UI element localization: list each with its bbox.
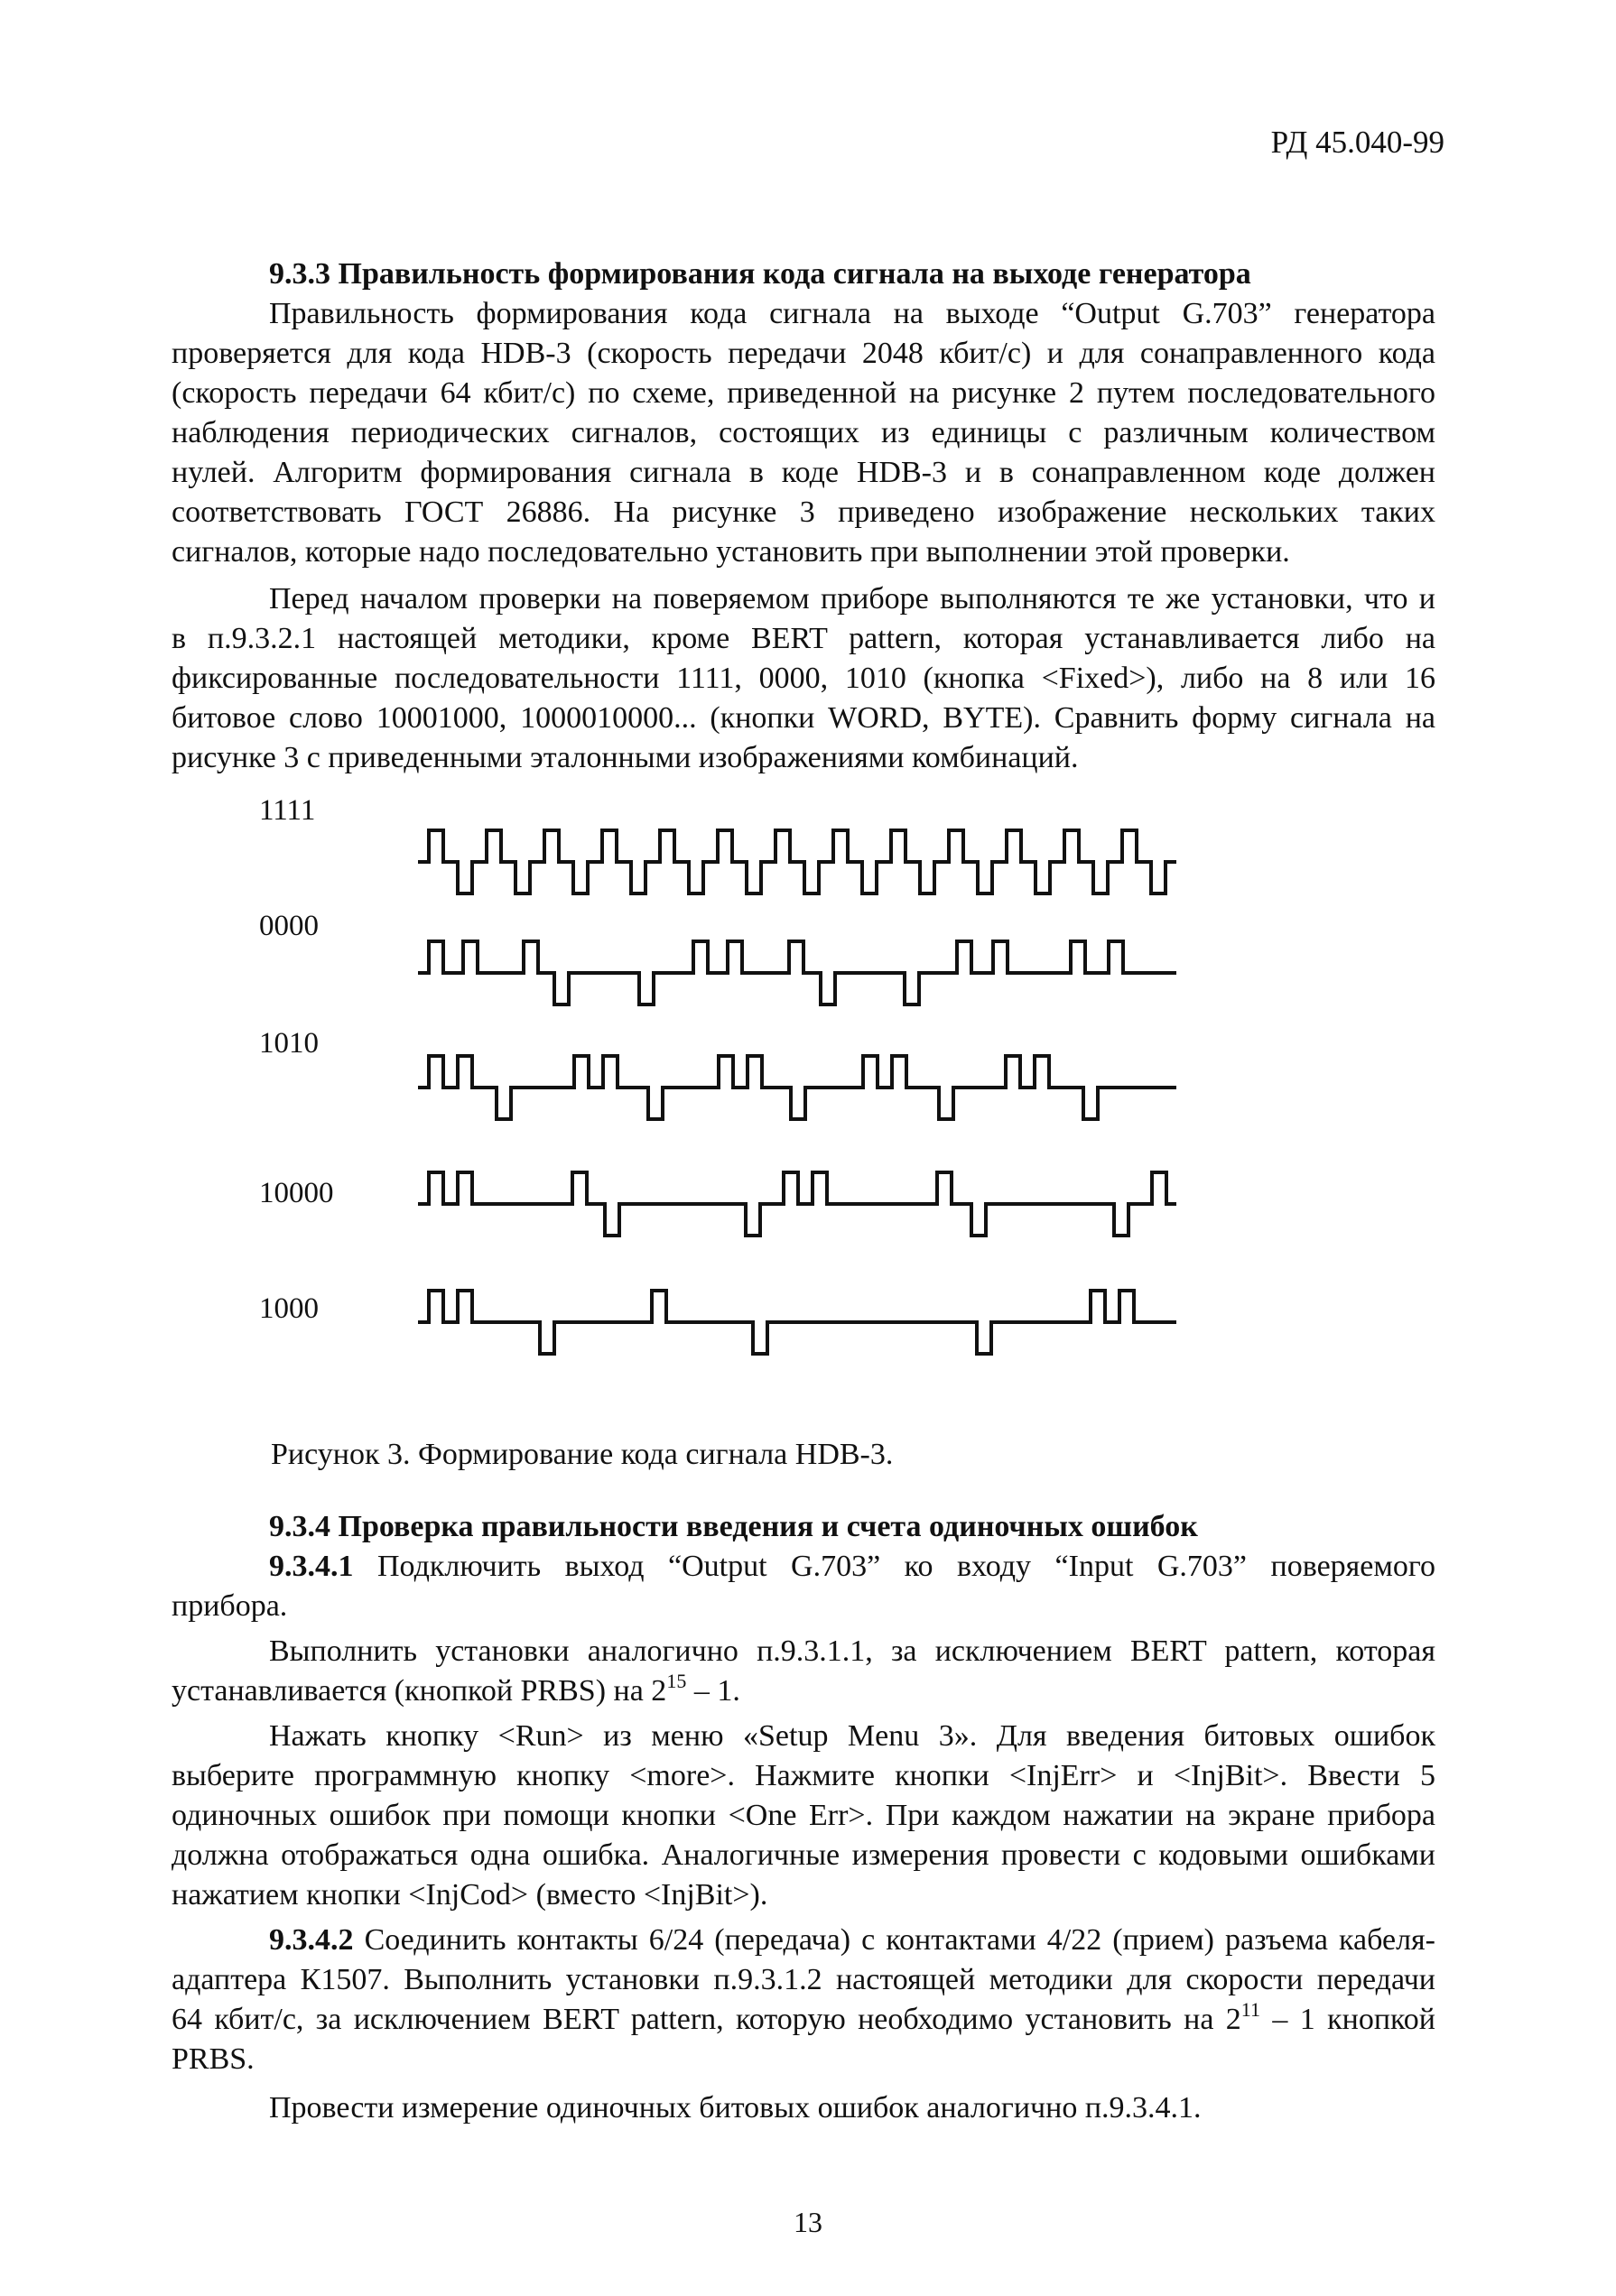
paragraph-line: фиксированные последовательности 1111, 0000, 1010 (кнопка <Fixed>), либо на 8 или 16 bbox=[172, 662, 1435, 695]
paragraph-line: устанавливается (кнопкой PRBS) на $2^{15} - 1$. bbox=[172, 1670, 740, 1708]
paragraph-line: соответствовать ГОСТ 26886. На рисунке 3 приведено изображение нескольких таких bbox=[172, 495, 1435, 529]
paragraph-line: нажатием кнопки <InjCod> (вместо <InjBit>). bbox=[172, 1878, 768, 1912]
signal-label-1000: 1000 bbox=[259, 1292, 319, 1325]
section-9-3-4 bbox=[172, 1507, 1435, 2128]
paragraph-line: битовое слово 10001000, 1000010000... (кнопки WORD, BYTE). Сравнить форму сигнала на bbox=[172, 701, 1435, 735]
waveform-10000 bbox=[418, 1172, 1176, 1236]
paragraph-line: одиночных ошибок при помощи кнопки <One Err>. При каждом нажатии на экране прибора bbox=[172, 1799, 1435, 1832]
paragraph-line: Провести измерение одиночных битовых ошибок аналогично п.9.3.4.1. bbox=[269, 2091, 1202, 2125]
paragraph-line: нулей. Алгоритм формирования сигнала в коде HDB-3 и в сонаправленном коде должен bbox=[172, 456, 1435, 489]
section-heading: 9.3.4 Проверка правильности введения и счета одиночных ошибок bbox=[269, 1510, 1198, 1543]
paragraph-line: Нажать кнопку <Run> из меню «Setup Menu 3». Для введения битовых ошибок bbox=[269, 1719, 1435, 1753]
waveform-1000 bbox=[418, 1291, 1176, 1354]
paragraph-line: наблюдения периодических сигналов, состоящих из единицы с различным количеством bbox=[172, 416, 1435, 449]
paragraph-line: Выполнить установки аналогично п.9.3.1.1, за исключением BERT pattern, которая bbox=[269, 1634, 1435, 1668]
signal-label-1010: 1010 bbox=[259, 1027, 319, 1060]
paragraph-line: PRBS. bbox=[172, 2042, 255, 2076]
document-code: РД 45.040-99 bbox=[1270, 125, 1444, 160]
paragraph-line: должна отображаться одна ошибка. Аналогичные измерения провести с кодовыми ошибками bbox=[172, 1838, 1435, 1872]
paragraph-line: сигналов, которые надо последовательно установить при выполнении этой проверки. bbox=[172, 535, 1290, 569]
paragraph-line: прибора. bbox=[172, 1589, 288, 1623]
signal-label-1111: 1111 bbox=[259, 794, 316, 827]
waveform-1010 bbox=[418, 1056, 1176, 1119]
page-number: 13 bbox=[794, 2206, 822, 2238]
signal-label-0000: 0000 bbox=[259, 910, 319, 942]
waveform-1111 bbox=[418, 830, 1176, 893]
paragraph-line: 9.3.4.2 Соединить контакты 6/24 (передача) с контактами 4/22 (прием) разъема кабеля- bbox=[269, 1923, 1435, 1957]
section-heading: 9.3.3 Правильность формирования кода сигнала на выходе генератора bbox=[269, 257, 1251, 291]
paragraph-line: (скорость передачи 64 кбит/с) по схеме, приведенной на рисунке 2 путем последовательного bbox=[172, 376, 1435, 410]
paragraph-line: 64 кбит/с, за исключением BERT pattern, которую необходимо установить на $2^{11} - 1$ кнопкой bbox=[172, 1998, 1435, 2036]
paragraph-line: 9.3.4.1 Подключить выход “Output G.703” ко входу “Input G.703” поверяемого bbox=[269, 1550, 1436, 1583]
figure-caption: Рисунок 3. Формирование кода сигнала HDB-3. bbox=[271, 1438, 894, 1471]
clause-number: 9.3.4.1 bbox=[269, 1550, 354, 1583]
paragraph-line: Перед началом проверки на поверяемом приборе выполняются те же установки, что и bbox=[269, 582, 1435, 616]
paragraph-line: Правильность формирования кода сигнала на выходе “Output G.703” генератора bbox=[269, 297, 1435, 330]
paragraph-line: проверяется для кода HDB-3 (скорость передачи 2048 кбит/с) и для сонаправленного кода bbox=[172, 337, 1435, 370]
paragraph-line: адаптера К1507. Выполнить установки п.9.3.1.2 настоящей методики для скорости передачи bbox=[172, 1963, 1435, 1996]
paragraph-line: рисунке 3 с приведенными эталонными изображениями комбинаций. bbox=[172, 741, 1079, 774]
paragraph-line: в п.9.3.2.1 настоящей методики, кроме BERT pattern, которая устанавливается либо на bbox=[172, 622, 1435, 655]
waveform-0000 bbox=[418, 941, 1176, 1004]
paragraph-line: выберите программную кнопку <more>. Нажмите кнопки <InjErr> и <InjBit>. Ввести 5 bbox=[172, 1759, 1435, 1792]
clause-number: 9.3.4.2 bbox=[269, 1923, 354, 1957]
signal-label-10000: 10000 bbox=[259, 1177, 334, 1209]
